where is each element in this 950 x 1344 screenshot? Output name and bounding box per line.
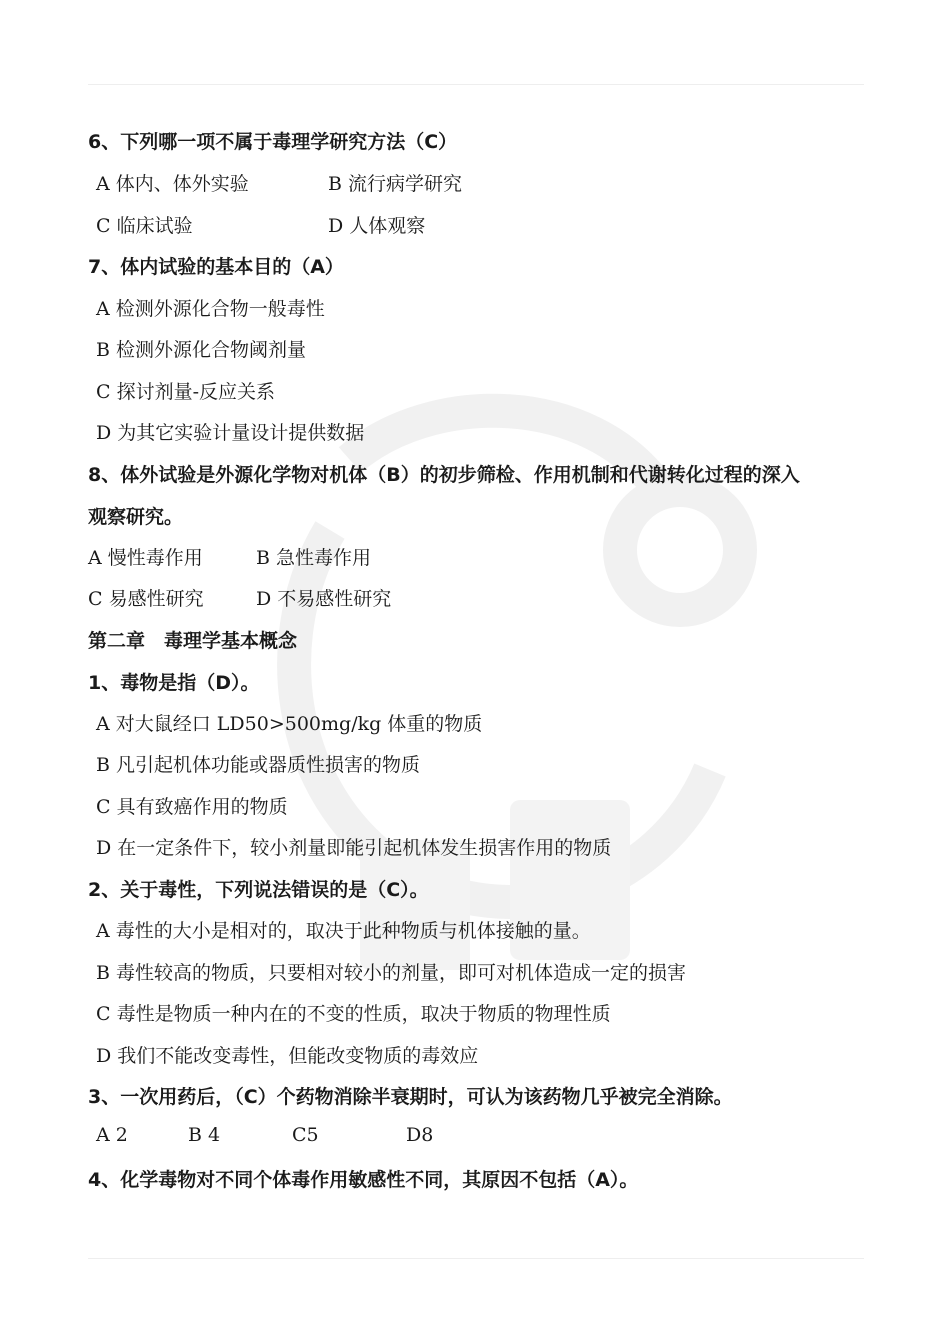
chapter-2-question-1-option-c: C 具有致癌作用的物质 [96, 796, 288, 818]
question-7-option-d: D 为其它实验计量设计提供数据 [96, 422, 365, 444]
chapter-2-question-2-option-d: D 我们不能改变毒性，但能改变物质的毒效应 [96, 1045, 479, 1067]
question-8-option-a: A 慢性毒作用 [88, 547, 203, 569]
chapter-2-question-1-option-a: A 对大鼠经口 LD50>500mg/kg 体重的物质 [96, 713, 483, 735]
header-rule [88, 84, 864, 85]
chapter-2-question-3-option-b: B 4 [188, 1124, 221, 1146]
chapter-heading: 第二章 毒理学基本概念 [88, 630, 298, 652]
question-7-option-c: C 探讨剂量-反应关系 [96, 381, 275, 403]
question-6-option-d: D 人体观察 [328, 215, 426, 237]
chapter-2-question-2-option-a: A 毒性的大小是相对的，取决于此种物质与机体接触的量。 [96, 920, 591, 942]
chapter-2-question-1-option-d: D 在一定条件下，较小剂量即能引起机体发生损害作用的物质 [96, 837, 612, 859]
question-7: 7、体内试验的基本目的（A） [88, 256, 344, 278]
footer-rule [88, 1258, 864, 1259]
chapter-2-question-2: 2、关于毒性，下列说法错误的是（C）。 [88, 879, 429, 901]
question-6-option-a: A 体内、体外实验 [96, 173, 249, 195]
chapter-2-question-3-option-a: A 2 [96, 1124, 128, 1146]
question-7-option-b: B 检测外源化合物阈剂量 [96, 339, 307, 361]
chapter-2-question-2-option-b: B 毒性较高的物质，只要相对较小的剂量，即可对机体造成一定的损害 [96, 962, 687, 984]
question-8-option-b: B 急性毒作用 [256, 547, 372, 569]
chapter-2-question-3-option-c: C5 [292, 1124, 319, 1146]
chapter-2-question-3-option-d: D8 [406, 1124, 434, 1146]
question-6: 6、下列哪一项不属于毒理学研究方法（C） [88, 131, 458, 153]
question-6-option-b: B 流行病学研究 [328, 173, 463, 195]
question-8-line-1: 8、体外试验是外源化学物对机体（B）的初步筛检、作用机制和代谢转化过程的深入 [88, 464, 800, 486]
chapter-2-question-1: 1、毒物是指（D）。 [88, 672, 260, 694]
question-8-option-d: D 不易感性研究 [256, 588, 392, 610]
chapter-2-question-3: 3、一次用药后，（C）个药物消除半衰期时，可认为该药物几乎被完全消除。 [88, 1086, 733, 1108]
chapter-2-question-4: 4、化学毒物对不同个体毒作用敏感性不同，其原因不包括（A）。 [88, 1169, 639, 1191]
question-7-option-a: A 检测外源化合物一般毒性 [96, 298, 325, 320]
chapter-2-question-2-option-c: C 毒性是物质一种内在的不变的性质，取决于物质的物理性质 [96, 1003, 611, 1025]
question-6-option-c: C 临床试验 [96, 215, 193, 237]
question-8-line-2: 观察研究。 [88, 506, 184, 528]
question-8-option-c: C 易感性研究 [88, 588, 204, 610]
chapter-2-question-1-option-b: B 凡引起机体功能或器质性损害的物质 [96, 754, 421, 776]
